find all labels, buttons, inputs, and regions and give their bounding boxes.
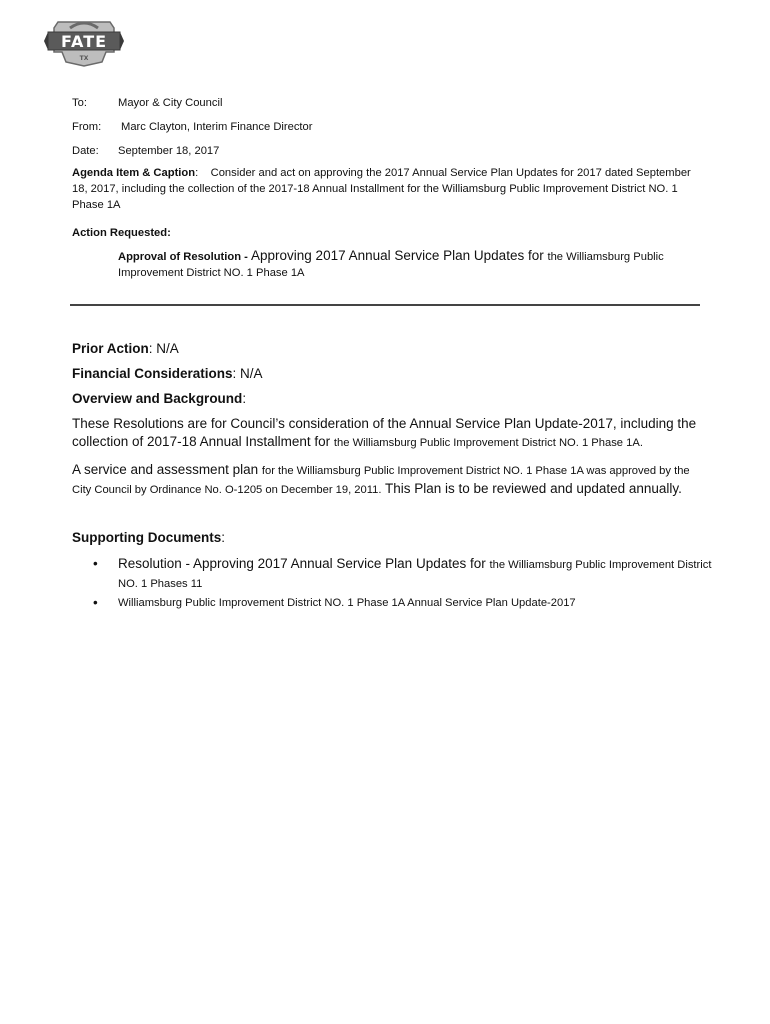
supporting-label: Supporting Documents <box>72 530 222 545</box>
approval-big: Approving 2017 Annual Service Plan Updates for <box>251 248 548 263</box>
supporting-documents-heading <box>72 529 225 547</box>
from-label: From: <box>72 121 102 133</box>
bullet-1-big: Resolution - Approving 2017 Annual Service Plan Updates for <box>118 556 490 571</box>
overview-label: Overview and Background <box>72 391 243 406</box>
action-requested-label: Action Requested: <box>72 227 171 239</box>
list-item <box>72 595 712 611</box>
para2-big: A service and assessment plan <box>72 462 262 477</box>
svg-text:FATE: FATE <box>60 32 108 51</box>
to-value: Mayor & City Council <box>118 97 223 109</box>
prior-action <box>72 340 179 358</box>
approval-text <box>118 248 678 281</box>
financial-considerations <box>72 365 263 383</box>
list-item <box>72 555 712 593</box>
from-value: Marc Clayton, Interim Finance Director <box>121 121 313 133</box>
date-value: September 18, 2017 <box>118 145 220 157</box>
date-label: Date: <box>72 145 99 157</box>
overview-heading <box>72 390 246 408</box>
financial-label: Financial Considerations <box>72 366 233 381</box>
agenda-colon: : <box>195 167 199 179</box>
bullet-icon: • <box>93 595 98 610</box>
approval-bold: Approval of Resolution - <box>118 251 252 263</box>
to-label: To: <box>72 97 87 109</box>
bullet-1-small: the Williamsburg Public Improvement District NO. 1 Phases 11 <box>118 559 712 590</box>
overview-paragraph-1 <box>72 415 702 451</box>
para2-small: for the Williamsburg Public Improvement District NO. 1 Phase 1A was approved by the City Council by Ordinance No. O-1205 on December 19, 2011. <box>72 465 690 496</box>
supporting-colon: : <box>221 530 226 545</box>
section-divider <box>70 304 700 306</box>
overview-colon: : <box>242 391 247 406</box>
bullet-2-small: Williamsburg Public Improvement District NO. 1 Phase 1A Annual Service Plan Update-2017 <box>118 597 576 609</box>
fate-logo-icon <box>44 18 124 68</box>
approval-rest: the Williamsburg Public Improvement District NO. 1 Phase 1A <box>118 251 664 279</box>
financial-value: : N/A <box>232 366 263 381</box>
agenda-text: Consider and act on approving the 2017 Annual Service Plan Updates for 2017 dated September 18, 2017, including the collection of the 2017-18 Annual Installment for the Williamsburg Public Improvement District NO. 1 Phase 1A <box>72 167 691 211</box>
prior-action-value: : N/A <box>148 341 179 356</box>
supporting-documents-list <box>72 555 712 613</box>
para1-small: the Williamsburg Public Improvement District NO. 1 Phase 1A. <box>333 437 643 449</box>
para2-big-end: This Plan is to be reviewed and updated annually. <box>381 481 682 496</box>
bullet-icon: • <box>93 556 98 571</box>
svg-text:TX: TX <box>79 55 89 62</box>
agenda-label: Agenda Item & Caption <box>72 167 196 179</box>
prior-action-label: Prior Action <box>72 341 149 356</box>
overview-paragraph-2 <box>72 461 702 499</box>
para1-big: These Resolutions are for Council’s consideration of the Annual Service Plan Update-2017, including the collection of 2017-18 Annual Installment for <box>72 416 697 449</box>
agenda-caption <box>72 165 692 213</box>
fate-logo <box>44 18 124 68</box>
